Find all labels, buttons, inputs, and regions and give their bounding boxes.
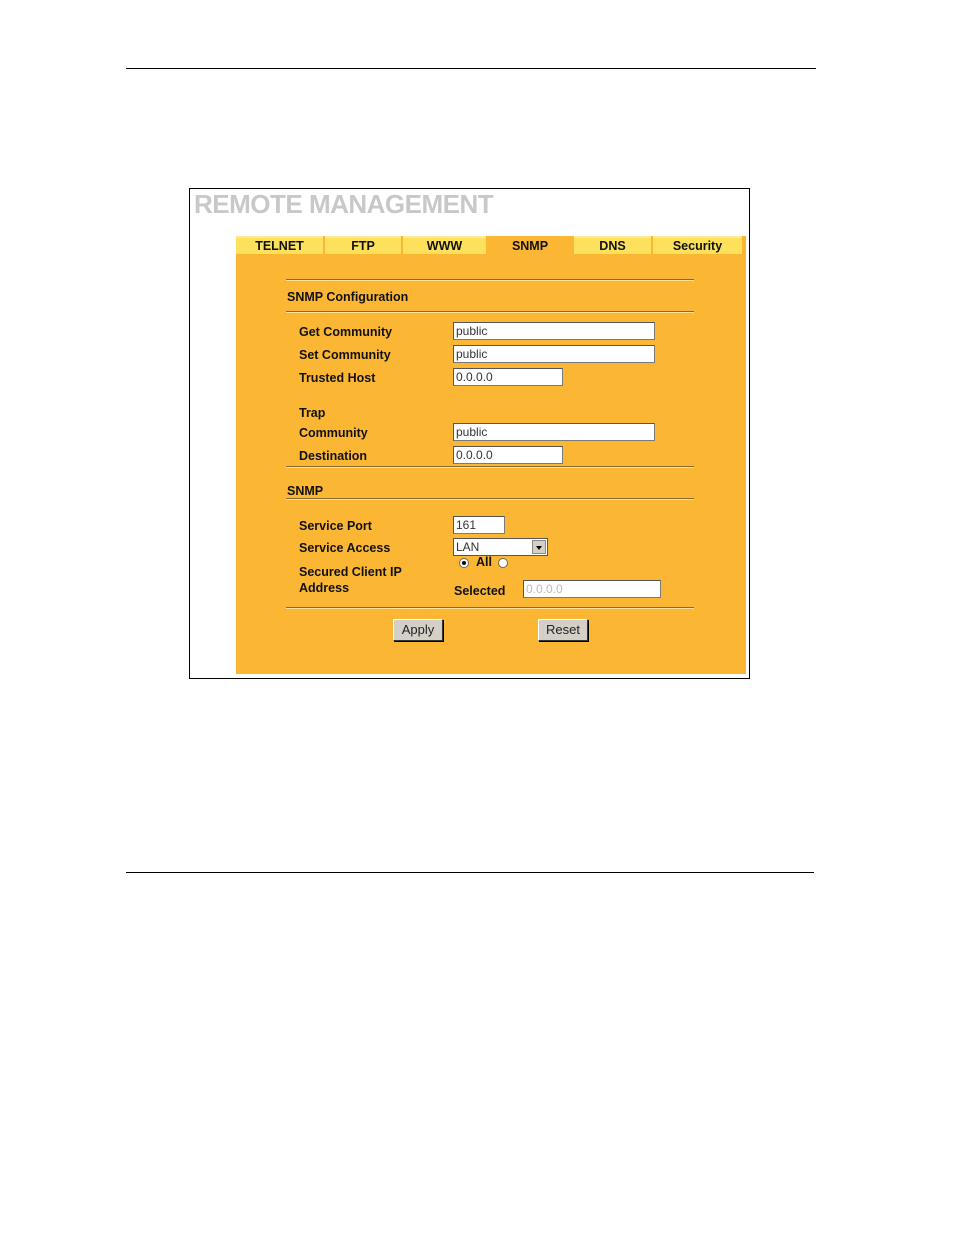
trusted-host-label: Trusted Host: [299, 371, 376, 385]
service-access-label: Service Access: [299, 541, 391, 555]
get-community-label: Get Community: [299, 325, 393, 339]
radio-selected-label: Selected: [454, 584, 506, 598]
radio-selected[interactable]: [498, 558, 508, 568]
tab-bar: [236, 236, 746, 254]
tab-www[interactable]: WWW: [403, 236, 486, 254]
main-panel: [236, 236, 746, 674]
set-community-input[interactable]: public: [453, 345, 655, 363]
secured-client-ip-label: Secured Client IP: [299, 565, 402, 579]
divider: [286, 466, 694, 468]
divider: [286, 607, 694, 609]
service-access-select[interactable]: [453, 538, 548, 556]
footer-rule: [126, 872, 814, 873]
divider: [286, 311, 694, 313]
tab-dns[interactable]: DNS: [574, 236, 651, 254]
trap-community-label: Community: [299, 426, 368, 440]
trap-destination-input[interactable]: 0.0.0.0: [453, 446, 563, 464]
header-rule: [126, 68, 816, 69]
snmp-configuration-heading: SNMP Configuration: [287, 290, 409, 304]
trap-label: Trap: [299, 406, 326, 420]
snmp-heading: SNMP: [287, 484, 324, 498]
service-access-value: LAN: [456, 540, 480, 554]
trap-destination-label: Destination: [299, 449, 368, 463]
divider: [286, 498, 694, 500]
tab-security[interactable]: Security: [653, 236, 742, 254]
chevron-down-icon[interactable]: [532, 540, 546, 554]
page-title: REMOTE MANAGEMENT: [194, 189, 494, 219]
secured-client-ip-label-address: Address: [299, 581, 350, 595]
get-community-input[interactable]: public: [453, 322, 655, 340]
tab-snmp[interactable]: SNMP: [488, 236, 572, 254]
radio-all[interactable]: [459, 558, 469, 568]
tab-ftp[interactable]: FTP: [325, 236, 401, 254]
trusted-host-input[interactable]: 0.0.0.0: [453, 368, 563, 386]
trap-community-input[interactable]: public: [453, 423, 655, 441]
selected-ip-input[interactable]: 0.0.0.0: [523, 580, 661, 598]
apply-button[interactable]: Apply: [393, 619, 443, 641]
radio-all-label: All: [476, 555, 492, 569]
reset-button[interactable]: Reset: [538, 619, 588, 641]
divider: [286, 279, 694, 281]
service-port-input[interactable]: 161: [453, 516, 505, 534]
service-port-label: Service Port: [299, 519, 372, 533]
screenshot-frame: [189, 188, 750, 679]
tab-telnet[interactable]: TELNET: [236, 236, 323, 254]
set-community-label: Set Community: [299, 348, 391, 362]
